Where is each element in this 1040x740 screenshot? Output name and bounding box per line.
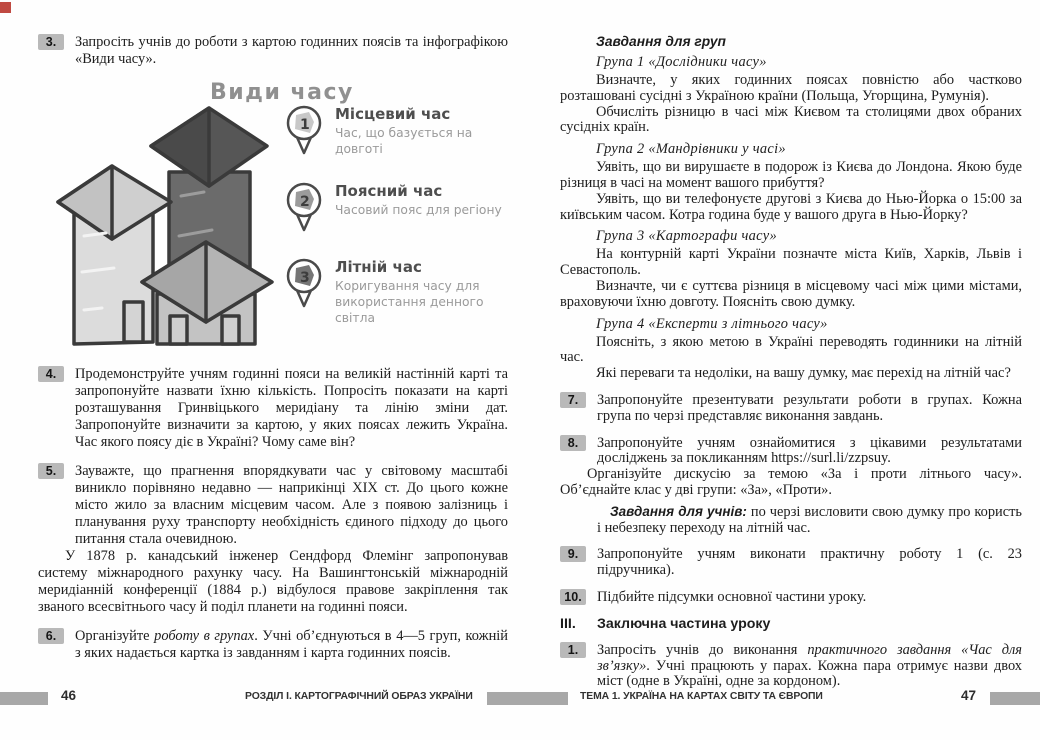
- step-text-italic: практичного завдання «Час для зв’язку»: [597, 641, 1022, 674]
- step-number-badge: 1.: [560, 642, 586, 658]
- group-heading: Група 4 «Експерти з літнього часу»: [596, 315, 828, 332]
- step-item-6: [38, 628, 508, 662]
- group-paragraph: Поясніть, з якою метою в Україні переводять годинники на літній час.: [560, 333, 1022, 366]
- group-paragraph: Визначте, чи є суттєва різниця в місцевому часі між цими містами, враховуючи їхню довготу. Поясніть свою думку.: [560, 277, 1022, 310]
- pupils-task-paragraph: [597, 504, 1022, 537]
- step-text-pre: Запропонуйте учням ознайомитися з цікавими результатами досліджень за покликанням: [597, 434, 1022, 467]
- step-text: Запропонуйте презентувати результати роботи в групах. Кожна група по черзі представляє виконання завдань.: [597, 391, 1022, 424]
- step-text: Запропонуйте учням виконати практичну роботу 1 (с. 23 підручника).: [597, 546, 1022, 579]
- group-4: [560, 316, 1022, 382]
- legend-title: Поясний час: [335, 182, 443, 201]
- step-text-pre: Організуйте: [75, 628, 155, 644]
- footer-bar: [990, 692, 1040, 705]
- group-2: [560, 141, 1022, 223]
- step-text: Запросіть учнів до роботи з картою годинних поясів та інфографікою «Види часу».: [75, 34, 508, 67]
- legend-item-local-time: [284, 104, 510, 157]
- svg-text:2: 2: [300, 194, 310, 211]
- group-tasks-block: [560, 34, 1022, 382]
- group-tasks-title: Завдання для груп: [596, 34, 726, 49]
- group-paragraph: Обчисліть різницю в часі між Києвом та столицями двох обраних сусідніх країн.: [560, 103, 1022, 136]
- group-heading: Група 3 «Картографи часу»: [596, 228, 777, 245]
- group-paragraph: Визначте, у яких годинних поясах повністю або частково розташовані сусідні з Україною країни (Польща, Угорщина, Румунія).: [560, 72, 1022, 104]
- step-item-3: [38, 34, 508, 68]
- step-number-badge: 5.: [38, 463, 64, 479]
- legend-text-block: [335, 257, 510, 326]
- legend-title: Місцевий час: [335, 105, 451, 123]
- step-number-badge: 8.: [560, 435, 586, 451]
- section-title: Заключна частина уроку: [597, 615, 771, 632]
- step-number-badge: 3.: [38, 34, 64, 50]
- group-heading: Група 1 «Дослідники часу»: [596, 54, 767, 70]
- footer-section-left: РОЗДІЛ І. КАРТОГРАФІЧНИЙ ОБРАЗ УКРАЇНИ: [245, 691, 473, 702]
- step-text-post: .: [887, 450, 891, 467]
- step-text: Підбийте підсумки основної частини уроку.: [597, 588, 867, 605]
- footer-bar: [0, 692, 48, 705]
- page-number-right: 47: [961, 688, 977, 703]
- page-right: [560, 34, 1022, 700]
- svg-text:1: 1: [300, 117, 310, 133]
- step-number-badge: 4.: [38, 366, 64, 382]
- step-item-10: [560, 589, 1022, 606]
- group-paragraph: Які переваги та недоліки, на вашу думку, має перехід на літній час?: [596, 365, 1011, 382]
- legend-item-summer-time: [284, 257, 510, 326]
- section-number: ІІІ.: [560, 615, 576, 632]
- step-text-italic: роботу в групах: [154, 628, 255, 644]
- step-paragraph-1: [560, 435, 1022, 468]
- step-text: Зауважте, що прагнення впорядкувати час у світовому масштабі виникло порівняно недавно — наприкінці XIX ст. До цього кожне місто жило за власним місцевим часом. Але з появою залізниць і планування руху транспорту необхідність єдиного підходу до цього питання стала очевидною.: [75, 463, 508, 547]
- group-1: [560, 54, 1022, 136]
- step-text-post: . Учні працюють у парах. Кожна пара отримує назви двох міст (одне в Україні, одне за кордоном).: [597, 657, 1022, 690]
- step-paragraph-2: Організуйте дискусію за темою «За і проти літнього часу». Об’єднайте клас у дві групи: «За», «Проти».: [560, 466, 1022, 498]
- legend-item-zone-time: [284, 181, 510, 233]
- step-item-9: [560, 546, 1022, 579]
- group-paragraph: Уявіть, що ви вирушаєте в подорож із Києва до Лондона. Якою буде різниця в часі на момент вашого прибуття?: [560, 159, 1022, 191]
- step-number-badge: 6.: [38, 628, 64, 644]
- group-paragraph: Уявіть, що ви телефонуєте другові з Києва до Нью-Йорка о 15:00 за київським часом. Котра година буде у вашого друга в Нью-Йорку?: [560, 190, 1022, 223]
- infographic-types-of-time: [38, 80, 508, 356]
- step-item-7: [560, 392, 1022, 425]
- scan-corner-marker: [0, 2, 11, 13]
- pupils-task-text: по черзі висловити свою думку про користь і небезпеку переходу на літній час.: [597, 503, 1022, 536]
- pupils-task-label: Завдання для учнів:: [610, 503, 747, 519]
- legend-title: Літній час: [335, 258, 422, 277]
- step-number-badge: 9.: [560, 546, 586, 562]
- group-heading: Група 2 «Мандрівники у часі»: [596, 141, 786, 158]
- legend-description: Час, що базується на довготі: [335, 126, 473, 156]
- legend-description: Коригування часу для використання денного світла: [335, 279, 484, 325]
- step-item-4: [38, 366, 508, 451]
- step-item-8: [560, 435, 1022, 537]
- bubble-1-icon: [284, 104, 324, 156]
- step-number-badge: 7.: [560, 392, 586, 408]
- infographic-title: Види часу: [210, 80, 354, 105]
- houses-illustration: [54, 96, 276, 346]
- svg-text:3: 3: [300, 270, 310, 287]
- step-text: Продемонструйте учням годинні пояси на великій настінній карті та запропонуйте назвати їхню кількість. Попросіть показати на карті розташування Гринвіцького меридіану та лінію зміни дат. Запропонуйте визначити за картою, у яких поясах лежить Україна. Час якого поясу діє в Україні? Чому саме він?: [75, 366, 508, 450]
- page-number-left: 46: [61, 688, 77, 703]
- footer-bar: [487, 692, 568, 705]
- group-paragraph: На контурній карті України позначте міста Київ, Харків, Львів і Севастополь.: [560, 246, 1022, 279]
- step-text-pre: Запросіть учнів до виконання: [597, 641, 808, 658]
- step-text-post: . Учні об’єднуються в 4—5 груп, кожній з яких надається картка із завданням і карта годинних поясів.: [75, 628, 508, 661]
- bubble-3-icon: [284, 257, 324, 309]
- step-paragraph-2: У 1878 р. канадський інженер Сендфорд Флемінг запропонував систему міжнародного рахунку часу. На Вашингтонській міжнародній меридіанній конференції (1884 р.) відбулося правове закріплення так званого всесвітнього часу й поділ планети на годинні пояси.: [38, 548, 508, 615]
- step-paragraph-1: [38, 463, 508, 548]
- step-number-badge: 10.: [560, 589, 586, 605]
- page-left: [38, 34, 508, 674]
- footer-section-right: ТЕМА 1. УКРАЇНА НА КАРТАХ СВІТУ ТА ЄВРОПИ: [580, 691, 823, 702]
- legend-text-block: [335, 181, 502, 219]
- step-item-1-final: [560, 642, 1022, 690]
- legend-description: Часовий пояс для регіону: [335, 203, 502, 218]
- legend-text-block: [335, 104, 510, 157]
- research-url-link[interactable]: https://surl.li/zzpsuy: [771, 450, 888, 467]
- group-3: [560, 228, 1022, 310]
- bubble-2-icon: [284, 181, 324, 233]
- step-item-5: [38, 463, 508, 616]
- section-heading-final-part: [560, 616, 1022, 632]
- infographic-legend: [284, 104, 510, 327]
